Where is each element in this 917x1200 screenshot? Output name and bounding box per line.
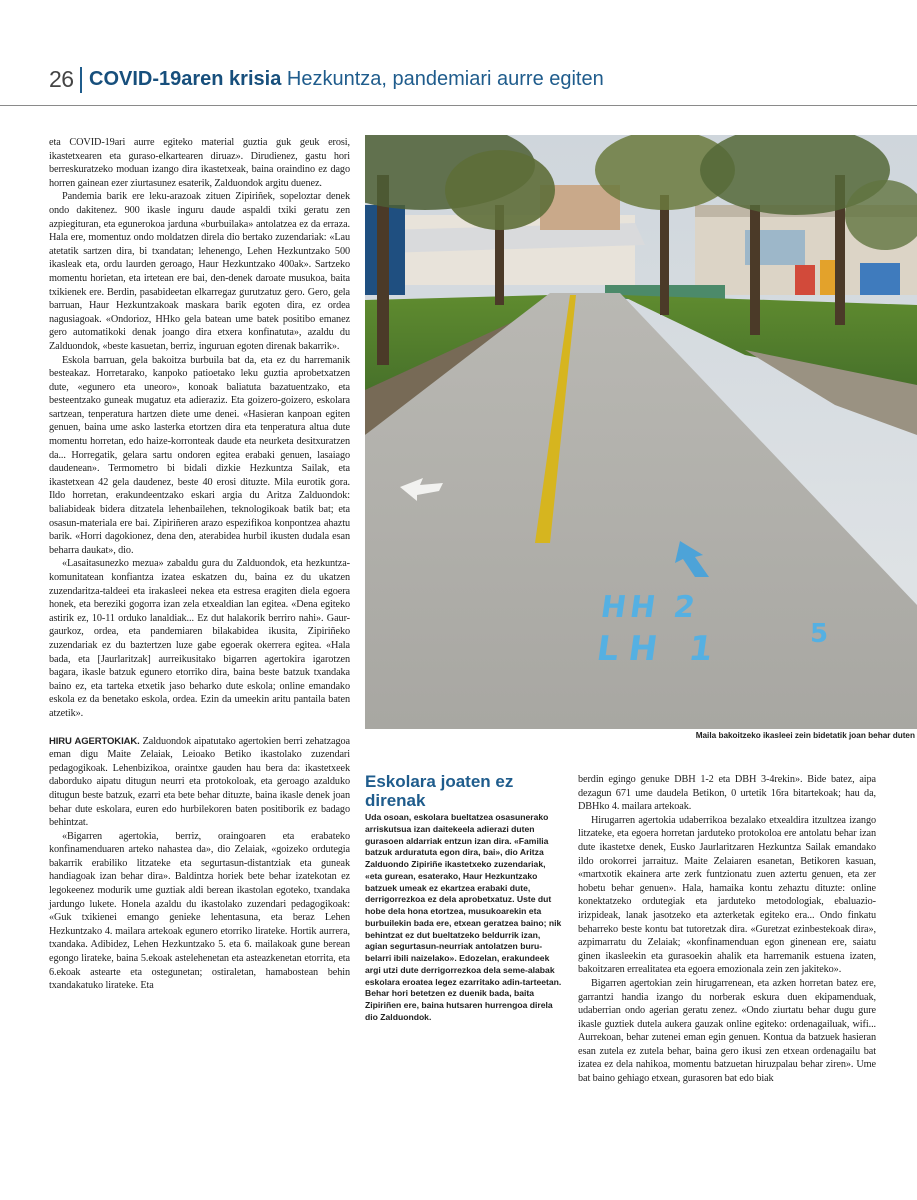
- paragraph: «Bigarren agertokia, berriz, oraingoaren eta erabateko konfinamenduaren arteko nahastea da», dio Zelaiak, «goizeko ordutegia bakarrik erabiliko litzateke eta segurtasun-distantziak eta guneak handiagoak izan behar dira». Baldintza horiek bete behar izatekotan ez legokeenez modurik ume guztiak aldi berean ikastolan egoteko, txandaka jardungo lukete. Honela azaldu du ikastolako zuzendari pedagogikoak: «Guk txikienei emango genieke lehentasuna, eta beraz Lehen Hezkuntzako 4. mailara artekoak egunero etorriko lirateke. Hortik aurrera, txandaka. Adibidez, Lehen Hezkuntzako 5. eta 6. mailakoak gune berean egongo lirateke, baina 5.ekoak astelehenetan eta asteazkenetan etorrita, eta 6.ekoak astearte eta ostegunetan; ostiraletan, hamabostean behin txandakatuko lirateke. Eta: [49, 830, 350, 992]
- paragraph-text: Zalduondok aipatutako agertokien berri zehatzagoa eman digu Maite Zelaiak, Leioako Betiko ikastolako zuzendari pedagogikoak. Lehenbizikoa, oraintxe gauden hau bera da: ikastetxeek daborduko aipatu ditugun neurri eta protokoloak, eta geroago azalduko ditugun beste batzuk, ezarri eta bete behar dituzte, baina ikasle denek joan behar dute eskolara, euren edo hurbilekoren baten positiborik ez badago behintzat.: [49, 735, 350, 829]
- path-marking-5: 5: [810, 619, 829, 649]
- sidebar-body: Uda osoan, eskolara bueltatzea osasunerako arriskutsua izan daitekeela adierazi duten gurasoen aldarriak entzun izan dira. «Familia batzuk arduratuta egon dira, bai», dio Aritza Zalduondo Zipiriñe ikastetxeko zuzendariak, «eta gurean, esaterako, Haur Hezkuntzako batzuek umeak ez ekartzea erabaki dute, derrigorrezkoa ez dela aprobetxatuz. Uste dut hobe dela hona etortzea, musukoarekin eta burbuilekin bada ere, etxean geratzea baino; nik behintzat ez dut bueltatzeko beldurrik izan, agian segurtasun-neurriak antolatzen buru-belarri ibili naizelako». Edozelan, erakundeek argi utzi dute derrigorrezkoa dela seme-alabak eskolara eroatea legez ezarritako adin-tarteetan. Behar hori betetzen ez duenik bada, baita Zipiriñen ere, baina hutsaren hurrengoa direla dio Zalduondok.: [365, 812, 562, 1022]
- paragraph: berdin egingo genuke DBH 1-2 eta DBH 3-4rekin». Bide batez, aipa dezagun 671 ume daudela Betikon, 0 urtetik 16ra bitartekoak; hau da, DBHko 4. mailara artekoak.: [578, 774, 876, 813]
- sidebar-title: Eskolara joaten ez direnak: [365, 772, 514, 810]
- paragraph: [49, 735, 350, 830]
- paragraph: Pandemia barik ere leku-arazoak zituen Zipiriñek, sopeloztar denek ondo dakitenez. 900 ikasle inguru daude aspaldi txiki geratu zen azpiegituran, eta egunerokoa jarduna «burbuilaka» antolatzea ez da erraza. Hala ere, momentuz ondo moldatzen direla dio bertako zuzendariak: «Lau atetatik sartzen dira, bi txandatan; lehenengo, Lehen Hezkuntzako 500 ikasleak eta, ordu laurden geroago, Haur Hezkuntzako 400ak». Sartzeko momentu horietan, eta irtetean ere bai, den-denek daroate musukoa, baita txikienek ere. Berdin, pasabideetan elkarregaz gurutzatuz gero. Gero, gela barruan, Haur Hezkuntzakoak maskara barik egoten dira, ez ordea nagusiagoak. «Ondorioz, HHko gela batean ume batek positibo emanez gero automatikoki denak joango dira etxera konfinatuta», azaldu du Zalduondok, «beste kasuetan, berriz, inguruan egoten direnak bakarrik».: [49, 191, 350, 352]
- subhead-lead: HIRU AGERTOKIAK.: [49, 735, 140, 747]
- path-marking-hh2: HH 2: [598, 590, 702, 625]
- path-marking-lh1: LH 1: [594, 629, 726, 669]
- article-column-1: [49, 136, 350, 993]
- header-title: [89, 68, 604, 91]
- section-title: COVID-19aren krisia: [89, 68, 282, 90]
- paragraph: «Lasaitasunezko mezua» zabaldu gura du Zalduondok, eta hezkuntza-komunitatean konfiantza izatea eskatzen du, baina ez du ukatzen zuzendaritza-taldeei eta irakasleei nekea eta estresa eragiten diela egoera honek, eta bereziki gogorra izan zela etxealdian lan egitea. «Dena egiteko astirik ez, 10-11 orduko lanaldiak... Ez dut halakorik berriro nahi». Gaur-gaurkoz, ordea, eta pandemiaren bilakabidea ikusita, Zipiriñeko zuzendariak ez du baztertzen luze gabe egoerak okerrera egitea. «Hala bada, eta [Jaurlaritzak] aurreikusitako bigarren agertokira igarotzen bagara, ikasle batzuk egunero etorriko dira, baina beste batzuk txandaka baino ez, eta tarteka etxetik jaso beharko dute eskola; online emandako eskola ez da benetako eskola, ordea. Ezin da umeekin aritu pantaila baten atzetik».: [49, 558, 350, 719]
- article-column-3: [578, 773, 876, 1086]
- photo-caption: Maila bakoitzeko ikasleei zein bidetatik joan behar duten: [695, 731, 915, 740]
- paragraph: eta COVID-19ari aurre egiteko material guztia guk geuk erosi, ikastetxearen eta guraso-elkartearen diruaz». Dirudienez, gastu hori berreskuratzeko moduan izango dira ikastetxeak, baina oraindino ez dago horren gainean ezer ziurtasunez esaterik, Zalduondok argitu duenez.: [49, 137, 350, 189]
- article-photo: [365, 135, 917, 729]
- topic-title: Hezkuntza, pandemiari aurre egiten: [286, 68, 604, 90]
- header-rule: [0, 105, 917, 106]
- page-number: 26: [49, 66, 74, 92]
- paragraph: Hirugarren agertokia udaberrikoa bezalako etxealdira itzultzea izango litzateke, eta egoera horretan jarduteko protokoloa ere antolatu behar izan dute ikastetxe denek, Eusko Jaurlaritzaren Hezkuntza Sailak emandako ildo orokorrei jarraituz. Maite Zelaiaren esanetan, Betikoren kasuan, «martxotik ekainera arte zerk funtzionatu zuen aztertu genuen, eta zer hobetu behar genuen». Hala, hamaika kontu zehaztu dituzte: online konektatzeko ordutegiak eta jarduteko metodologiak, ebaluazio-irizpideak, lanak jasotzeko eta azterketak egiteko era... Ondo finkatu beharreko beste kontu bat tutoretzak dira. «Guretzat ezinbestekoak dira», azpimarratu du Zelaiak; «konfinamenduan egon ginenean ere, saiatu ginen ikasleekin eta gurasoekin ahalik eta harremanik estuena izaten, bakoitzaren errealitatea eta egoera emozionala zein zen jakiteko».: [578, 814, 876, 976]
- paragraph: Eskola barruan, gela bakoitza burbuila bat da, eta ez du harremanik besteakaz. Horretarako, kanpoko patioetako leku guztia aprobetxatzen dute, «egunero eta uneoro», konoak baliatuta bazatuentzako, eta besteentzako guneak mugatuz eta adieraziz. Eta goizero-goizero, eskolara sartzean, tenperatura hartzen diete ume denei. «Hasieran kanpoan egiten genuen, baina ume asko lasterka etortzen dira eta tenperatura altua dute momentu horretan, edo haize-korronteak daude eta neurketa desitxuratzen da... Horregatik, gelara sartu ondoren egitea erabaki genuen, lasaiago daudenean». Termometro bi bidali dizkie Hezkuntza Sailak, eta ikastetxean 42 gela daudenez, beste 40 erosi dituzte. Mila eurotik gora. Ildo horretan, erakundeentzako eskari argia du Aritza Zalduondok: baliabideak bidera ditzatela lehenbailehen, teknologikoak batik bat; eta osasun-materiala ere bai. Zipiriñeren arazo espezifikoa konpontzea ahaztu barik. «Horri dagokionez, dena den, aterabidea hurbil ikusten dudala esan beharra daukat», dio.: [49, 354, 350, 556]
- paragraph: Bigarren agertokian zein hirugarrenean, eta azken horretan batez ere, garrantzi handia izango du norberak eskura duen ekipamenduak, udaberrian ondo agerian geratu zenez. «Ondo ziurtatu behar dugu gure ikasle guztiek dutela aukera gauzak online egiteko: ordenagailuak, wifi... Aurrekoan, behar zutenei eman egin genuen. Kontua da batzuek hasieran esan zutela ez zutela behar, baina gero ikusi zen etxean ordenagailu bat izatea ez dela nahikoa, momentu batzuetan hiruzpalau behar ziren». Ume bat baino gehiago etxean, gurasoren bat edo biak: [578, 977, 876, 1085]
- page-header: [0, 0, 917, 106]
- header-separator: [80, 67, 82, 93]
